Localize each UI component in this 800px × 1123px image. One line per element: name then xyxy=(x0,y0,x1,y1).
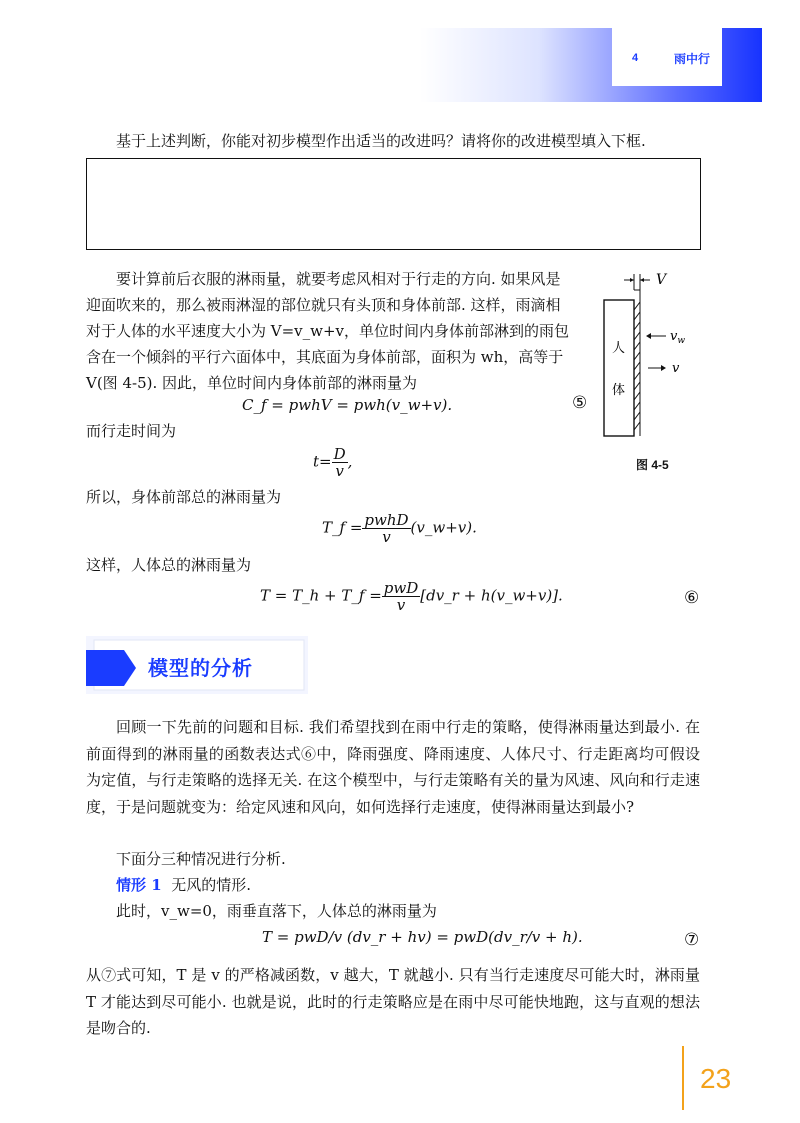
para5: 从⑦式可知，T 是 v 的严格减函数，v 越大，T 就越小. 只有当行走速度尽可能大时，淋雨量 T 才能达到尽可能小. 也就是说，此时的行走策略应是在雨中尽可能快地跑，这与直观的想法是吻合的. xyxy=(86,966,700,1037)
body-total-label: 这样，人体总的淋雨量为 xyxy=(86,556,252,574)
equation-tf: T_f = $\frac{\text{pwhD}}{v}$ (v_w+v). xyxy=(322,511,477,546)
equation-5: C_f = pwhV = pwh(v_w+v). xyxy=(242,396,453,414)
fig-label-vw: $v_w$ xyxy=(670,329,686,346)
equation-t: t= $\frac{D}{v}$ , xyxy=(313,445,353,480)
case1-text: 无风的情形. xyxy=(171,876,251,894)
page-number: 23 xyxy=(700,1063,732,1094)
fig-body-text-1: 人 xyxy=(612,341,626,356)
para1-line: 要计算前后衣服的淋雨量，就要考虑风相对于行走的方向. 如果风是 xyxy=(116,270,561,288)
equation-7: T = pwD/v (dv_r + hv) = pwD(dv_r/v + h). xyxy=(262,928,583,946)
case1-line xyxy=(116,872,251,898)
fig-label-v: v xyxy=(672,361,680,376)
para3: 下面分三种情况进行分析. xyxy=(116,850,286,868)
para1-line: V(图 4-5). 因此，单位时间内身体前部的淋雨量为 xyxy=(86,374,417,392)
case1-label: 情形 1 xyxy=(116,876,162,894)
equation-number-7: ⑦ xyxy=(684,930,700,950)
para1-line: 迎面吹来的，那么被雨淋湿的部位就只有头顶和身体前部. 这样，雨滴相 xyxy=(86,296,561,314)
fig-label-V: V xyxy=(656,272,667,288)
section-title: 模型的分析 xyxy=(148,658,253,680)
para4: 此时，v_w=0，雨垂直落下，人体总的淋雨量为 xyxy=(116,902,437,920)
intro-sentence: 基于上述判断，你能对初步模型作出适当的改进吗？请将你的改进模型填入下框. xyxy=(116,132,646,150)
page-number-bar xyxy=(682,1046,684,1110)
fig-body-text-2: 体 xyxy=(612,383,626,398)
equation-6: T = T_h + T_f = $\frac{\text{pwD}}{v}$ [dv_r + h(v_w+v)]. xyxy=(260,579,563,614)
para1-line: 含在一个倾斜的平行六面体中，其底面为身体前部，面积为 wh，高等于 xyxy=(86,348,564,366)
chapter-number: 4 xyxy=(632,52,639,64)
figure-4-5 xyxy=(600,270,710,470)
equation-number-6: ⑥ xyxy=(684,588,700,608)
equation-number-5: ⑤ xyxy=(572,393,588,413)
para2: 回顾一下先前的问题和目标. 我们希望找到在雨中行走的策略，使得淋雨量达到最小. 在前面得到的淋雨量的函数表达式⑥中，降雨强度、降雨速度、人体尺寸、行走距离均可假设为定值，与行走策略的选择无关. 在这个模型中，与行走策略有关的量为风速、风向和行走速度，于是问题就变为：给定风速和风向，如何选择行走速度，使得淋雨量达到最小? xyxy=(86,718,700,816)
walk-time-label: 而行走时间为 xyxy=(86,422,177,440)
figure-caption: 图 4-5 xyxy=(636,458,669,472)
chapter-title: 雨中行 xyxy=(674,52,711,66)
front-total-label: 所以，身体前部总的淋雨量为 xyxy=(86,488,282,506)
answer-box xyxy=(86,158,701,250)
para1-line: 对于人体的水平速度大小为 V=v_w+v，单位时间内身体前部淋到的雨包 xyxy=(86,322,570,340)
